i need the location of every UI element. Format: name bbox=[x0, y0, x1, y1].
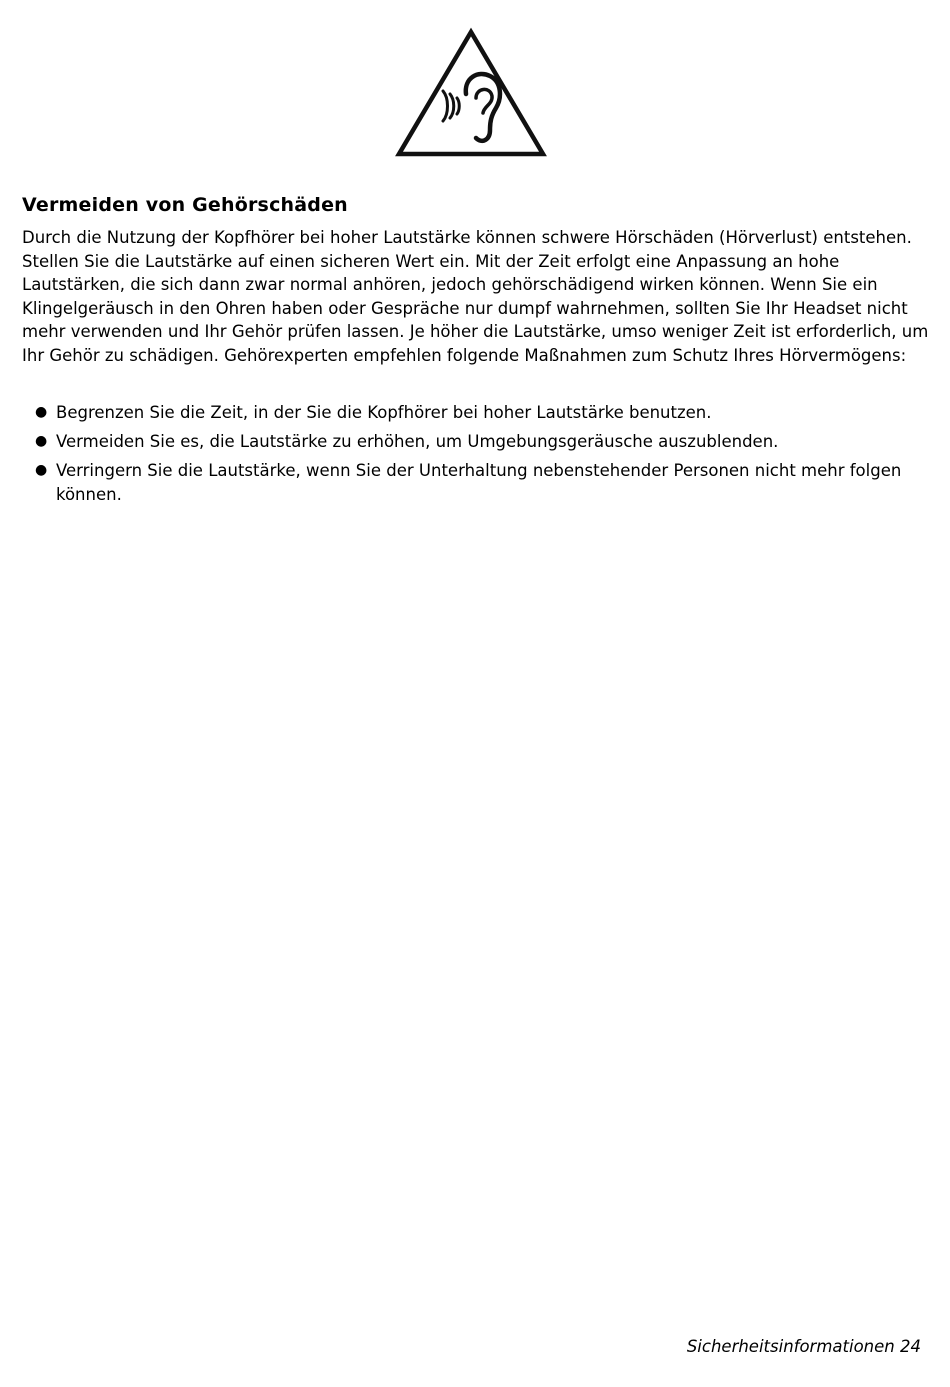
page-footer bbox=[687, 1336, 921, 1358]
list-item-text: Vermeiden Sie es, die Lautstärke zu erhöhen, um Umgebungsgeräusche auszublenden. bbox=[56, 432, 779, 451]
list-item bbox=[22, 430, 922, 454]
bullet-icon: ● bbox=[35, 404, 48, 420]
list-item-text: Verringern Sie die Lautstärke, wenn Sie der Unterhaltung nebenstehender Personen nicht mehr folgen können. bbox=[56, 461, 902, 504]
page-number: 24 bbox=[900, 1337, 921, 1356]
bullet-icon: ● bbox=[35, 462, 48, 478]
body-paragraph: Durch die Nutzung der Kopfhörer bei hoher Lautstärke können schwere Hörschäden (Hörverlust) entstehen. Stellen Sie die Lautstärke auf einen sicheren Wert ein. Mit der Zeit erfolgt eine Anpassung an hohe Lautstärken, die sich dann zwar normal anhören, jedoch gehörschädigend wirken können. Wenn Sie ein Klingelgeräusch in den Ohren haben oder Gespräche nur dumpf wahrnehmen, sollten Sie Ihr Headset nicht mehr verwenden und Ihr Gehör prüfen lassen. Je höher die Lautstärke, umso weniger Zeit ist erforderlich, um Ihr Gehör zu schädigen. Gehörexperten empfehlen folgende Maßnahmen zum Schutz Ihres Hörvermögens: bbox=[22, 228, 929, 365]
bullet-icon: ● bbox=[35, 433, 48, 449]
list-item-text: Begrenzen Sie die Zeit, in der Sie die Kopfhörer bei hoher Lautstärke benutzen. bbox=[56, 403, 712, 422]
recommendation-list bbox=[22, 401, 922, 512]
list-item bbox=[22, 401, 922, 425]
footer-section-name: Sicherheitsinformationen bbox=[686, 1337, 895, 1356]
section-title: Vermeiden von Gehörschäden bbox=[22, 194, 348, 216]
list-item bbox=[22, 459, 922, 506]
hearing-damage-warning-icon bbox=[386, 18, 556, 170]
